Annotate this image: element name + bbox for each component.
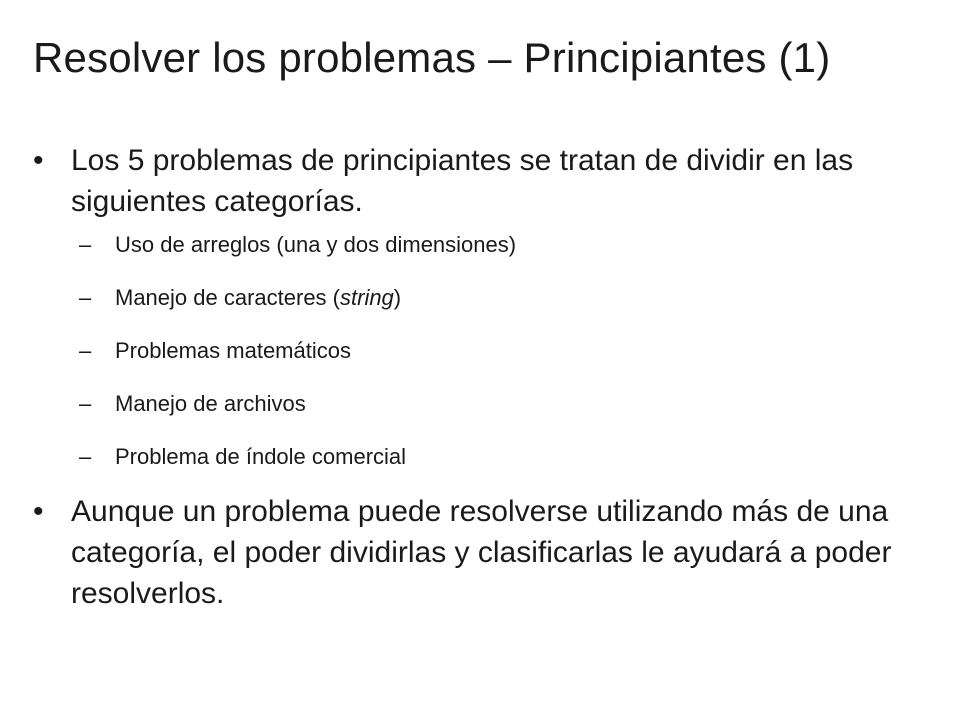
sub-bullet-italic-term: string	[340, 285, 394, 310]
sub-bullet-text-end: )	[393, 285, 402, 310]
dash-icon: –	[79, 391, 92, 416]
bullet-item	[33, 491, 928, 614]
sub-bullet-text: Problemas matemáticos	[115, 338, 351, 363]
sub-bullet-item	[33, 338, 928, 364]
sub-bullet-list	[33, 232, 928, 470]
sub-bullet-text: Uso de arreglos (una y dos dimensiones)	[115, 232, 517, 257]
slide-title: Resolver los problemas – Principiantes (1)	[33, 34, 831, 81]
bullet-text: Aunque un problema puede resolverse utilizando más de una categoría, el poder dividirlas y clasificarlas le ayudará a poder resolverlos.	[71, 495, 892, 610]
sub-bullet-text: Problema de índole comercial	[115, 444, 407, 469]
bullet-icon: •	[33, 144, 44, 177]
slide-content	[33, 140, 928, 614]
dash-icon: –	[79, 444, 92, 469]
sub-bullet-text	[115, 285, 401, 310]
sub-bullet-item	[33, 285, 928, 311]
dash-icon: –	[79, 338, 92, 363]
sub-bullet-text-start: Manejo de caracteres (	[115, 285, 340, 310]
dash-icon: –	[79, 285, 92, 310]
bullet-icon: •	[33, 495, 44, 528]
sub-bullet-item	[33, 391, 928, 417]
dash-icon: –	[79, 232, 92, 257]
bullet-item	[33, 140, 928, 222]
sub-bullet-item	[33, 232, 928, 258]
sub-bullet-item	[33, 444, 928, 470]
bullet-text: Los 5 problemas de principiantes se tratan de dividir en las siguientes categorías.	[71, 144, 854, 218]
sub-bullet-text: Manejo de archivos	[115, 391, 306, 416]
